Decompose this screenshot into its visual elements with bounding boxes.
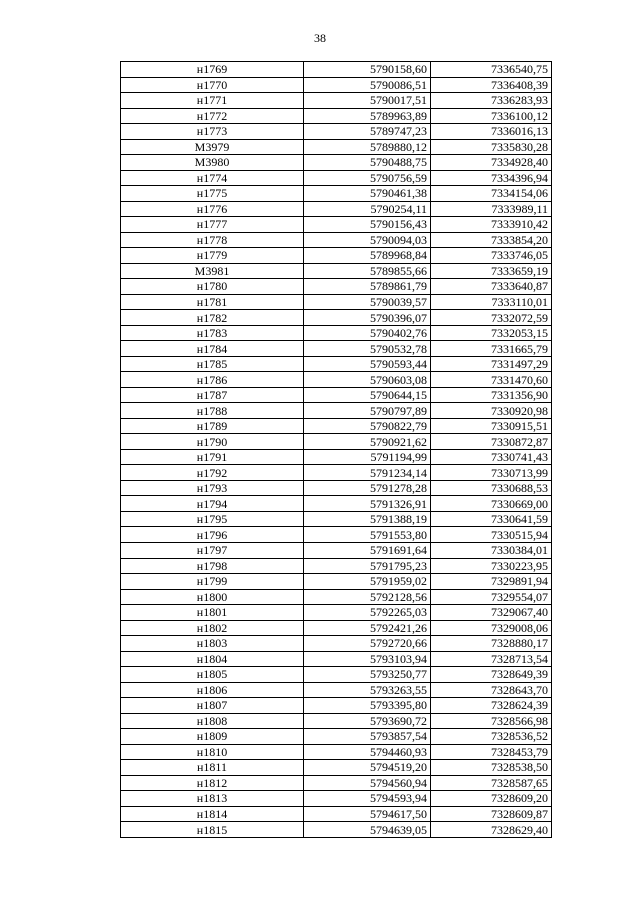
- point-name-cell: н1787: [121, 387, 304, 403]
- point-name-cell: н1772: [121, 108, 304, 124]
- x-coordinate-cell: 5789968,84: [304, 248, 431, 264]
- y-coordinate-cell: 7336283,93: [431, 93, 552, 109]
- table-row: [121, 760, 552, 776]
- y-coordinate-cell: 7331356,90: [431, 387, 552, 403]
- point-name-cell: н1778: [121, 232, 304, 248]
- table-row: [121, 279, 552, 295]
- y-coordinate-cell: 7331497,29: [431, 356, 552, 372]
- point-name-cell: н1794: [121, 496, 304, 512]
- table-row: [121, 480, 552, 496]
- table-row: [121, 325, 552, 341]
- y-coordinate-cell: 7329008,06: [431, 620, 552, 636]
- point-name-cell: н1780: [121, 279, 304, 295]
- y-coordinate-cell: 7328453,79: [431, 744, 552, 760]
- point-name-cell: н1776: [121, 201, 304, 217]
- x-coordinate-cell: 5793263,55: [304, 682, 431, 698]
- table-row: [121, 248, 552, 264]
- x-coordinate-cell: 5790254,11: [304, 201, 431, 217]
- x-coordinate-cell: 5790017,51: [304, 93, 431, 109]
- table-row: [121, 620, 552, 636]
- point-name-cell: н1790: [121, 434, 304, 450]
- y-coordinate-cell: 7330223,95: [431, 558, 552, 574]
- table-row: [121, 310, 552, 326]
- x-coordinate-cell: 5790797,89: [304, 403, 431, 419]
- table-row: [121, 155, 552, 171]
- table-row: [121, 217, 552, 233]
- point-name-cell: н1786: [121, 372, 304, 388]
- x-coordinate-cell: 5791691,64: [304, 542, 431, 558]
- x-coordinate-cell: 5793250,77: [304, 667, 431, 683]
- y-coordinate-cell: 7334396,94: [431, 170, 552, 186]
- table-row: [121, 574, 552, 590]
- point-name-cell: н1803: [121, 636, 304, 652]
- y-coordinate-cell: 7329554,07: [431, 589, 552, 605]
- table-row: [121, 356, 552, 372]
- y-coordinate-cell: 7330384,01: [431, 542, 552, 558]
- point-name-cell: н1810: [121, 744, 304, 760]
- table-row: [121, 124, 552, 140]
- y-coordinate-cell: 7328643,70: [431, 682, 552, 698]
- x-coordinate-cell: 5790156,43: [304, 217, 431, 233]
- table-row: [121, 108, 552, 124]
- table-row: [121, 682, 552, 698]
- x-coordinate-cell: 5790488,75: [304, 155, 431, 171]
- point-name-cell: М3981: [121, 263, 304, 279]
- y-coordinate-cell: 7333910,42: [431, 217, 552, 233]
- y-coordinate-cell: 7330872,87: [431, 434, 552, 450]
- y-coordinate-cell: 7336100,12: [431, 108, 552, 124]
- point-name-cell: н1814: [121, 806, 304, 822]
- y-coordinate-cell: 7332072,59: [431, 310, 552, 326]
- point-name-cell: н1806: [121, 682, 304, 698]
- table-row: [121, 465, 552, 481]
- y-coordinate-cell: 7334928,40: [431, 155, 552, 171]
- x-coordinate-cell: 5793395,80: [304, 698, 431, 714]
- point-name-cell: н1781: [121, 294, 304, 310]
- y-coordinate-cell: 7328649,39: [431, 667, 552, 683]
- table-row: [121, 791, 552, 807]
- point-name-cell: М3980: [121, 155, 304, 171]
- point-name-cell: н1784: [121, 341, 304, 357]
- y-coordinate-cell: 7336408,39: [431, 77, 552, 93]
- point-name-cell: н1773: [121, 124, 304, 140]
- point-name-cell: н1779: [121, 248, 304, 264]
- y-coordinate-cell: 7331470,60: [431, 372, 552, 388]
- y-coordinate-cell: 7328609,20: [431, 791, 552, 807]
- table-row: [121, 667, 552, 683]
- x-coordinate-cell: 5790603,08: [304, 372, 431, 388]
- y-coordinate-cell: 7330920,98: [431, 403, 552, 419]
- y-coordinate-cell: 7334154,06: [431, 186, 552, 202]
- y-coordinate-cell: 7333110,01: [431, 294, 552, 310]
- x-coordinate-cell: 5790921,62: [304, 434, 431, 450]
- point-name-cell: н1785: [121, 356, 304, 372]
- table-row: [121, 372, 552, 388]
- x-coordinate-cell: 5794593,94: [304, 791, 431, 807]
- y-coordinate-cell: 7328587,65: [431, 775, 552, 791]
- point-name-cell: н1802: [121, 620, 304, 636]
- y-coordinate-cell: 7330688,53: [431, 480, 552, 496]
- point-name-cell: н1801: [121, 605, 304, 621]
- y-coordinate-cell: 7330713,99: [431, 465, 552, 481]
- x-coordinate-cell: 5790756,59: [304, 170, 431, 186]
- table-row: [121, 822, 552, 838]
- x-coordinate-cell: 5790086,51: [304, 77, 431, 93]
- x-coordinate-cell: 5793857,54: [304, 729, 431, 745]
- y-coordinate-cell: 7329891,94: [431, 574, 552, 590]
- x-coordinate-cell: 5791388,19: [304, 511, 431, 527]
- y-coordinate-cell: 7333854,20: [431, 232, 552, 248]
- point-name-cell: н1813: [121, 791, 304, 807]
- y-coordinate-cell: 7329067,40: [431, 605, 552, 621]
- coordinates-table-body: [121, 62, 552, 838]
- y-coordinate-cell: 7330669,00: [431, 496, 552, 512]
- x-coordinate-cell: 5794519,20: [304, 760, 431, 776]
- point-name-cell: М3979: [121, 139, 304, 155]
- y-coordinate-cell: 7328880,17: [431, 636, 552, 652]
- table-row: [121, 341, 552, 357]
- x-coordinate-cell: 5790039,57: [304, 294, 431, 310]
- table-row: [121, 729, 552, 745]
- table-row: [121, 62, 552, 78]
- x-coordinate-cell: 5790402,76: [304, 325, 431, 341]
- point-name-cell: н1782: [121, 310, 304, 326]
- y-coordinate-cell: 7336016,13: [431, 124, 552, 140]
- table-row: [121, 605, 552, 621]
- point-name-cell: н1799: [121, 574, 304, 590]
- y-coordinate-cell: 7333659,19: [431, 263, 552, 279]
- table-row: [121, 558, 552, 574]
- table-row: [121, 434, 552, 450]
- x-coordinate-cell: 5791959,02: [304, 574, 431, 590]
- table-row: [121, 170, 552, 186]
- x-coordinate-cell: 5789963,89: [304, 108, 431, 124]
- y-coordinate-cell: 7335830,28: [431, 139, 552, 155]
- table-row: [121, 186, 552, 202]
- table-row: [121, 589, 552, 605]
- x-coordinate-cell: 5792265,03: [304, 605, 431, 621]
- x-coordinate-cell: 5790593,44: [304, 356, 431, 372]
- x-coordinate-cell: 5794560,94: [304, 775, 431, 791]
- y-coordinate-cell: 7331665,79: [431, 341, 552, 357]
- y-coordinate-cell: 7330741,43: [431, 449, 552, 465]
- table-row: [121, 232, 552, 248]
- y-coordinate-cell: 7333640,87: [431, 279, 552, 295]
- x-coordinate-cell: 5794617,50: [304, 806, 431, 822]
- table-row: [121, 139, 552, 155]
- y-coordinate-cell: 7328566,98: [431, 713, 552, 729]
- point-name-cell: н1815: [121, 822, 304, 838]
- x-coordinate-cell: 5792128,56: [304, 589, 431, 605]
- x-coordinate-cell: 5790094,03: [304, 232, 431, 248]
- x-coordinate-cell: 5790396,07: [304, 310, 431, 326]
- point-name-cell: н1796: [121, 527, 304, 543]
- x-coordinate-cell: 5790532,78: [304, 341, 431, 357]
- table-row: [121, 698, 552, 714]
- x-coordinate-cell: 5789880,12: [304, 139, 431, 155]
- y-coordinate-cell: 7328624,39: [431, 698, 552, 714]
- coordinates-table: [120, 61, 552, 838]
- x-coordinate-cell: 5789861,79: [304, 279, 431, 295]
- point-name-cell: н1791: [121, 449, 304, 465]
- point-name-cell: н1811: [121, 760, 304, 776]
- point-name-cell: н1807: [121, 698, 304, 714]
- x-coordinate-cell: 5791194,99: [304, 449, 431, 465]
- x-coordinate-cell: 5790644,15: [304, 387, 431, 403]
- y-coordinate-cell: 7330641,59: [431, 511, 552, 527]
- y-coordinate-cell: 7328538,50: [431, 760, 552, 776]
- point-name-cell: н1809: [121, 729, 304, 745]
- table-row: [121, 806, 552, 822]
- table-row: [121, 201, 552, 217]
- x-coordinate-cell: 5794639,05: [304, 822, 431, 838]
- x-coordinate-cell: 5793690,72: [304, 713, 431, 729]
- x-coordinate-cell: 5790822,79: [304, 418, 431, 434]
- point-name-cell: н1788: [121, 403, 304, 419]
- x-coordinate-cell: 5790158,60: [304, 62, 431, 78]
- table-row: [121, 511, 552, 527]
- y-coordinate-cell: 7330915,51: [431, 418, 552, 434]
- x-coordinate-cell: 5789855,66: [304, 263, 431, 279]
- page-number: 38: [314, 31, 326, 45]
- table-row: [121, 403, 552, 419]
- table-row: [121, 636, 552, 652]
- point-name-cell: н1800: [121, 589, 304, 605]
- x-coordinate-cell: 5791795,23: [304, 558, 431, 574]
- table-row: [121, 263, 552, 279]
- y-coordinate-cell: 7328713,54: [431, 651, 552, 667]
- point-name-cell: н1777: [121, 217, 304, 233]
- point-name-cell: н1812: [121, 775, 304, 791]
- table-row: [121, 651, 552, 667]
- table-row: [121, 93, 552, 109]
- y-coordinate-cell: 7328536,52: [431, 729, 552, 745]
- point-name-cell: н1808: [121, 713, 304, 729]
- point-name-cell: н1793: [121, 480, 304, 496]
- point-name-cell: н1789: [121, 418, 304, 434]
- x-coordinate-cell: 5793103,94: [304, 651, 431, 667]
- point-name-cell: н1797: [121, 542, 304, 558]
- point-name-cell: н1783: [121, 325, 304, 341]
- point-name-cell: н1769: [121, 62, 304, 78]
- point-name-cell: н1795: [121, 511, 304, 527]
- y-coordinate-cell: 7328629,40: [431, 822, 552, 838]
- x-coordinate-cell: 5791278,28: [304, 480, 431, 496]
- point-name-cell: н1774: [121, 170, 304, 186]
- table-row: [121, 775, 552, 791]
- point-name-cell: н1792: [121, 465, 304, 481]
- x-coordinate-cell: 5792421,26: [304, 620, 431, 636]
- x-coordinate-cell: 5791553,80: [304, 527, 431, 543]
- point-name-cell: н1770: [121, 77, 304, 93]
- table-row: [121, 527, 552, 543]
- x-coordinate-cell: 5789747,23: [304, 124, 431, 140]
- table-row: [121, 496, 552, 512]
- x-coordinate-cell: 5791326,91: [304, 496, 431, 512]
- y-coordinate-cell: 7330515,94: [431, 527, 552, 543]
- table-row: [121, 77, 552, 93]
- y-coordinate-cell: 7332053,15: [431, 325, 552, 341]
- y-coordinate-cell: 7328609,87: [431, 806, 552, 822]
- y-coordinate-cell: 7336540,75: [431, 62, 552, 78]
- table-row: [121, 542, 552, 558]
- x-coordinate-cell: 5791234,14: [304, 465, 431, 481]
- table-row: [121, 418, 552, 434]
- table-row: [121, 744, 552, 760]
- point-name-cell: н1804: [121, 651, 304, 667]
- x-coordinate-cell: 5790461,38: [304, 186, 431, 202]
- point-name-cell: н1771: [121, 93, 304, 109]
- table-row: [121, 294, 552, 310]
- table-row: [121, 713, 552, 729]
- table-row: [121, 449, 552, 465]
- x-coordinate-cell: 5794460,93: [304, 744, 431, 760]
- y-coordinate-cell: 7333746,05: [431, 248, 552, 264]
- table-row: [121, 387, 552, 403]
- point-name-cell: н1805: [121, 667, 304, 683]
- point-name-cell: н1798: [121, 558, 304, 574]
- x-coordinate-cell: 5792720,66: [304, 636, 431, 652]
- point-name-cell: н1775: [121, 186, 304, 202]
- y-coordinate-cell: 7333989,11: [431, 201, 552, 217]
